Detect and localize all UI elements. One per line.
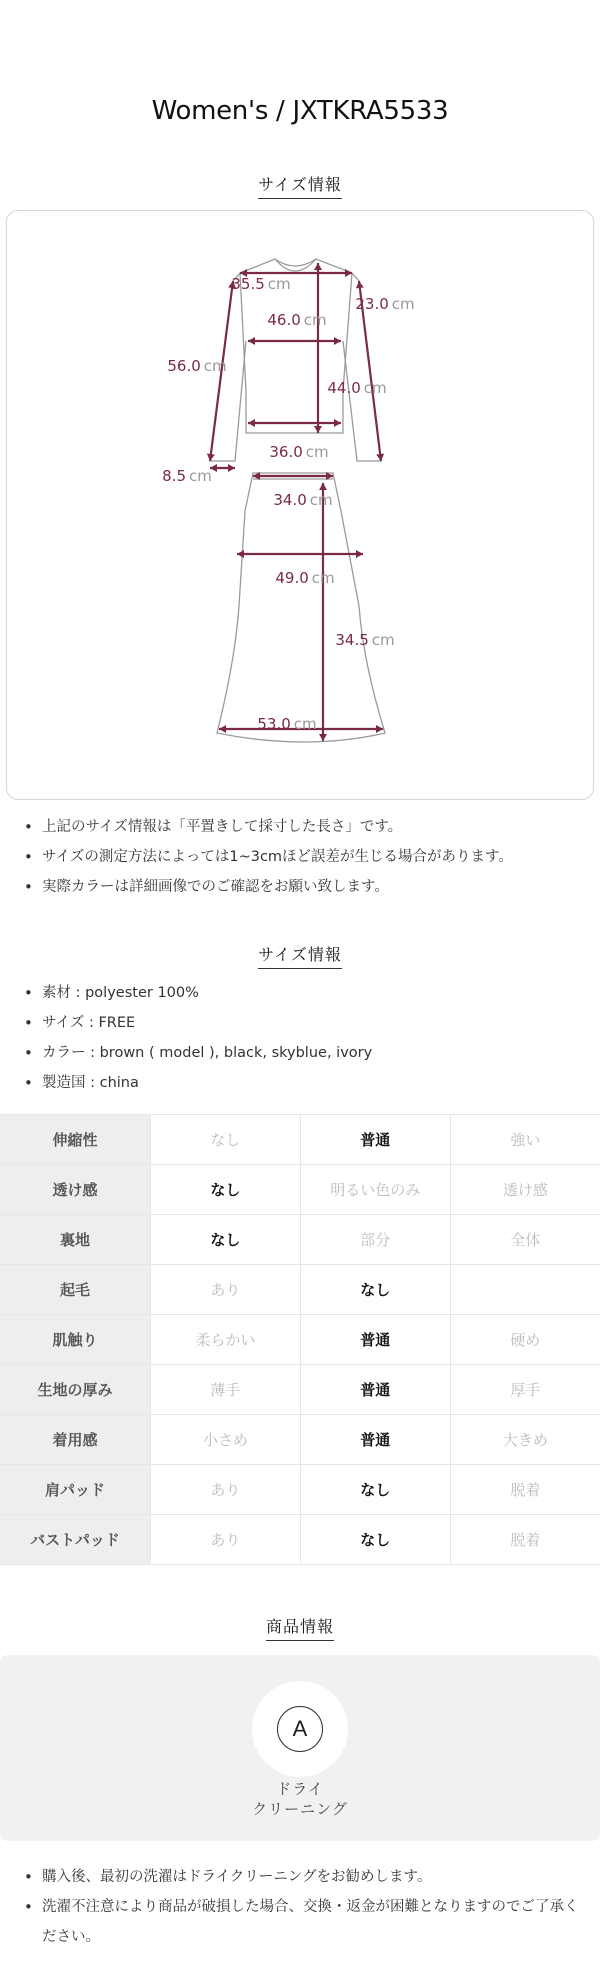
chest-label: 46.0 cm [267, 311, 327, 329]
hem-label: 36.0 cm [269, 443, 329, 461]
attribute-option: 全体 [450, 1215, 600, 1265]
spec-material: • 素材 : polyester 100% [22, 978, 582, 1008]
attribute-row [0, 1315, 600, 1365]
attribute-option-selected: なし [151, 1165, 301, 1215]
care-note: • 洗濯不注意により商品が破損した場合、交換・返金が困難となりますのでご了承ください。 [22, 1892, 582, 1952]
hip-line-arrowhead [237, 550, 244, 558]
top-length-line-arrowhead [314, 426, 322, 433]
attribute-option: 柔らかい [151, 1315, 301, 1365]
waist-label: 34.0 cm [273, 491, 333, 509]
attribute-option: なし [151, 1115, 301, 1165]
skirt-length-line-arrowhead [319, 483, 327, 490]
skirt-hem-line-arrowhead [376, 725, 383, 733]
care-note: • 購入後、最初の洗濯はドライクリーニングをお勧めします。 [22, 1862, 582, 1892]
attribute-row [0, 1265, 600, 1315]
sleeve-label: 23.0 cm [355, 295, 415, 313]
attribute-option: 明るい色のみ [300, 1165, 450, 1215]
attribute-table-body [0, 1115, 600, 1565]
shoulder-line-arrowhead [345, 269, 352, 277]
top-length-label: 44.0 cm [327, 379, 387, 397]
attribute-row [0, 1415, 600, 1465]
length-label: 56.0 cm [167, 357, 227, 375]
attribute-option: 脱着 [450, 1515, 600, 1565]
size-note: • 上記のサイズ情報は「平置きして採寸した長さ」です。 [22, 812, 582, 842]
skirt-length-label: 34.5 cm [335, 631, 395, 649]
attribute-option: 部分 [300, 1215, 450, 1265]
attribute-row [0, 1165, 600, 1215]
attribute-option-selected: 普通 [300, 1115, 450, 1165]
attribute-row [0, 1365, 600, 1415]
skirt-outline [217, 473, 385, 742]
attribute-label: 肩パッド [0, 1465, 151, 1515]
attribute-label: 裏地 [0, 1215, 151, 1265]
attribute-label: 伸縮性 [0, 1115, 151, 1165]
chest-line-arrowhead [248, 337, 255, 345]
attribute-option-selected: なし [151, 1215, 301, 1265]
page-title: Women's / JXTKRA5533 [151, 96, 449, 126]
spec-origin: • 製造国 : china [22, 1068, 582, 1098]
attribute-option: あり [151, 1265, 301, 1315]
attribute-label: 生地の厚み [0, 1365, 151, 1415]
shoulder-label: 35.5 cm [231, 275, 291, 293]
attribute-option: 小さめ [151, 1415, 301, 1465]
size-notes [22, 812, 582, 902]
skirt-hem-line-arrowhead [219, 725, 226, 733]
attribute-option: 薄手 [151, 1365, 301, 1415]
spec-heading: サイズ情報 [0, 942, 600, 969]
fabric-attribute-table [0, 1114, 600, 1565]
care-label: ドライ クリーニング [252, 1780, 348, 1818]
attribute-option-selected: 普通 [300, 1415, 450, 1465]
garment-diagram-svg [7, 211, 593, 799]
hem-line-arrowhead [248, 419, 255, 427]
attribute-label: 肌触り [0, 1315, 151, 1365]
attribute-row [0, 1215, 600, 1265]
attribute-option: 大きめ [450, 1415, 600, 1465]
chest-line-arrowhead [334, 337, 341, 345]
attribute-option-selected: なし [300, 1265, 450, 1315]
size-note: • サイズの測定方法によっては1~3cmほど誤差が生じる場合があります。 [22, 842, 582, 872]
attribute-option: 硬め [450, 1315, 600, 1365]
attribute-label: 透け感 [0, 1165, 151, 1215]
attribute-option [450, 1265, 600, 1315]
hip-line-arrowhead [356, 550, 363, 558]
care-icon-circle [252, 1681, 348, 1777]
attribute-label: バストパッド [0, 1515, 151, 1565]
attribute-option: あり [151, 1465, 301, 1515]
attribute-option: 厚手 [450, 1365, 600, 1415]
attribute-label: 着用感 [0, 1415, 151, 1465]
care-instructions-panel [0, 1655, 600, 1841]
top-length-line-arrowhead [314, 263, 322, 270]
cuff-line-arrowhead [228, 464, 235, 472]
attribute-option-selected: 普通 [300, 1365, 450, 1415]
cuff-label: 8.5 cm [162, 467, 212, 485]
attribute-label: 起毛 [0, 1265, 151, 1315]
attribute-row [0, 1115, 600, 1165]
hip-label: 49.0 cm [275, 569, 335, 587]
attribute-row [0, 1465, 600, 1515]
attribute-option: 強い [450, 1115, 600, 1165]
size-diagram [6, 210, 594, 800]
size-note: • 実際カラーは詳細画像でのご確認をお願い致します。 [22, 872, 582, 902]
spec-list [22, 978, 582, 1098]
hem-line-arrowhead [334, 419, 341, 427]
skirt-length-line-arrowhead [319, 734, 327, 741]
spec-color: • カラー : brown ( model ), black, skyblue, ivory [22, 1038, 582, 1068]
attribute-option: 脱着 [450, 1465, 600, 1515]
attribute-option-selected: なし [300, 1515, 450, 1565]
skirt-hem-label: 53.0 cm [257, 715, 317, 733]
attribute-row [0, 1515, 600, 1565]
attribute-option-selected: 普通 [300, 1315, 450, 1365]
product-info-heading: 商品情報 [0, 1614, 600, 1641]
attribute-option: あり [151, 1515, 301, 1565]
spec-size: • サイズ : FREE [22, 1008, 582, 1038]
neckline [275, 259, 316, 271]
care-notes [22, 1862, 582, 1952]
dry-cleaning-icon: A [277, 1706, 323, 1752]
attribute-option-selected: なし [300, 1465, 450, 1515]
measurement-labels [162, 275, 414, 733]
size-info-heading: サイズ情報 [0, 172, 600, 199]
attribute-option: 透け感 [450, 1165, 600, 1215]
